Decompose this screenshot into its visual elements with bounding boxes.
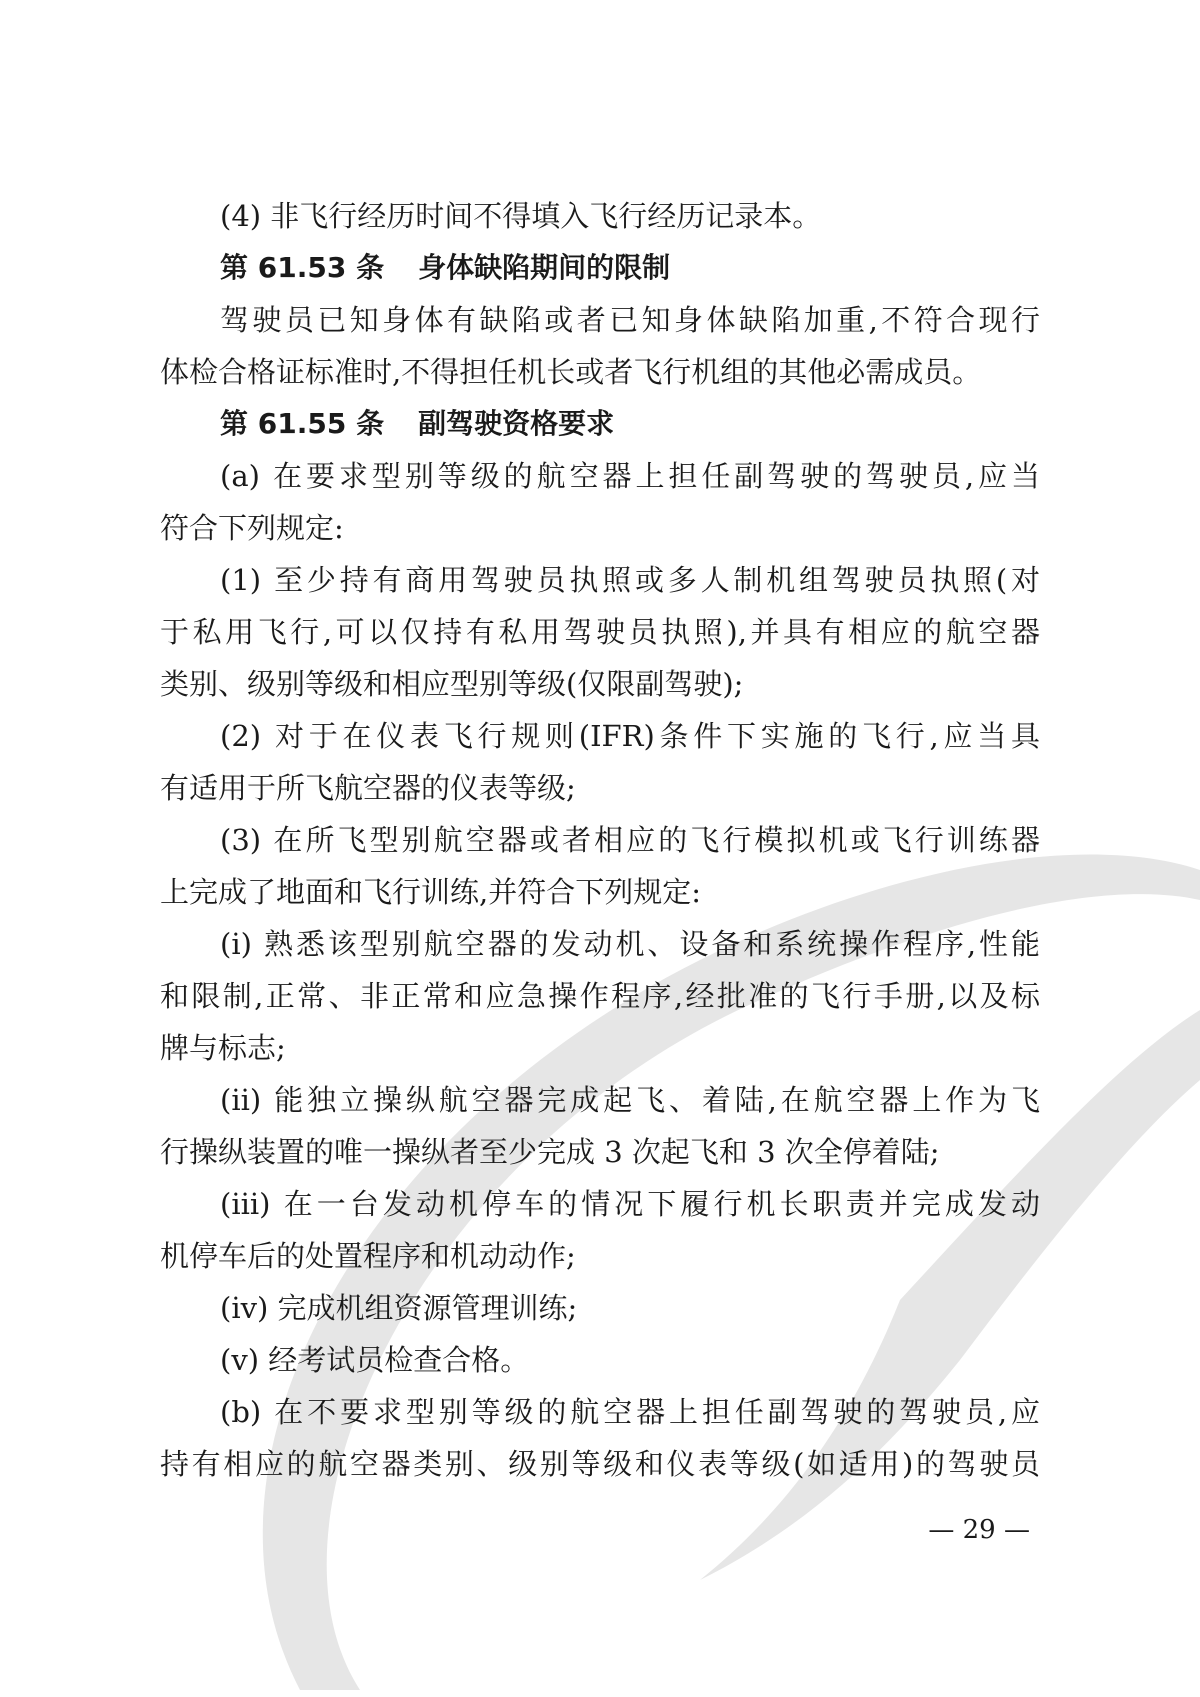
paragraph-line: (ii) 能独立操纵航空器完成起飞、着陆,在航空器上作为飞	[220, 1083, 1040, 1117]
page-number: — 29 —	[928, 1515, 1030, 1545]
paragraph-line: (iv) 完成机组资源管理训练;	[220, 1291, 578, 1325]
section-title: 副驾驶资格要求	[418, 407, 615, 440]
paragraph-line: (a) 在要求型别等级的航空器上担任副驾驶的驾驶员,应当	[220, 459, 1040, 493]
paragraph-line: (3) 在所飞型别航空器或者相应的飞行模拟机或飞行训练器	[220, 823, 1040, 857]
section-number: 第 61.55 条	[220, 407, 385, 440]
paragraph-line: 牌与标志;	[160, 1031, 286, 1065]
paragraph-line: (4) 非飞行经历时间不得填入飞行经历记录本。	[220, 199, 822, 233]
paragraph-line: (2) 对于在仪表飞行规则(IFR)条件下实施的飞行,应当具	[220, 719, 1040, 753]
paragraph-line: (iii) 在一台发动机停车的情况下履行机长职责并完成发动	[220, 1187, 1040, 1221]
section-title: 身体缺陷期间的限制	[418, 251, 671, 284]
article-body	[160, 190, 1040, 1490]
paragraph-line: 和限制,正常、非正常和应急操作程序,经批准的飞行手册,以及标	[160, 979, 1040, 1013]
paragraph-line: 机停车后的处置程序和机动动作;	[160, 1239, 576, 1273]
paragraph-line: (i) 熟悉该型别航空器的发动机、设备和系统操作程序,性能	[220, 927, 1040, 961]
paragraph-line: 行操纵装置的唯一操纵者至少完成 3 次起飞和 3 次全停着陆;	[160, 1135, 940, 1169]
section-heading-61-53	[160, 242, 1040, 294]
section-heading-61-55	[160, 398, 1040, 450]
section-number: 第 61.53 条	[220, 251, 385, 284]
paragraph-line: (1) 至少持有商用驾驶员执照或多人制机组驾驶员执照(对	[220, 563, 1040, 597]
paragraph-line: 上完成了地面和飞行训练,并符合下列规定:	[160, 875, 701, 909]
paragraph-line: 体检合格证标准时,不得担任机长或者飞行机组的其他必需成员。	[160, 355, 982, 389]
paragraph-line: (b) 在不要求型别等级的航空器上担任副驾驶的驾驶员,应	[220, 1395, 1040, 1429]
paragraph-line: 持有相应的航空器类别、级别等级和仪表等级(如适用)的驾驶员	[160, 1447, 1040, 1481]
paragraph-line: 于私用飞行,可以仅持有私用驾驶员执照),并具有相应的航空器	[160, 615, 1040, 649]
paragraph-line: 有适用于所飞航空器的仪表等级;	[160, 771, 576, 805]
paragraph-line: 类别、级别等级和相应型别等级(仅限副驾驶);	[160, 667, 744, 701]
paragraph-line: 驾驶员已知身体有缺陷或者已知身体缺陷加重,不符合现行	[220, 303, 1040, 337]
paragraph-line: (v) 经考试员检查合格。	[220, 1343, 530, 1377]
paragraph-line: 符合下列规定:	[160, 511, 344, 545]
